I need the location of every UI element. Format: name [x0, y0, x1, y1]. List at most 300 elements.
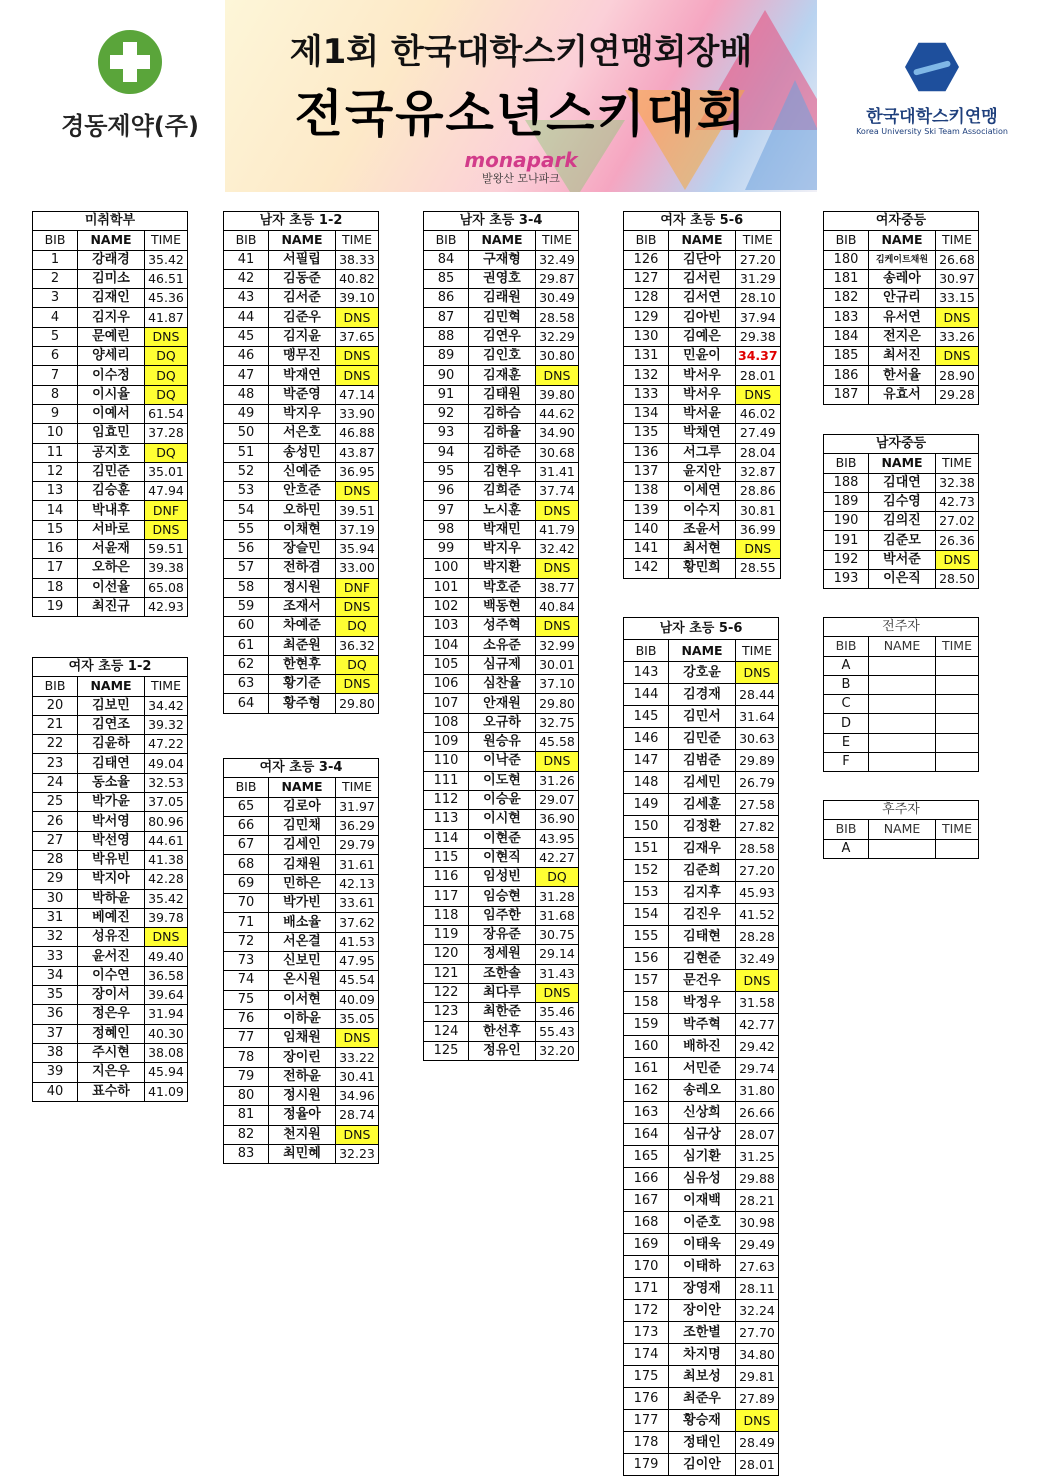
table-row	[424, 925, 579, 944]
bib-cell: 151	[624, 838, 669, 860]
results-table	[32, 657, 188, 1102]
time-cell: 33.61	[336, 894, 379, 913]
bib-cell: 69	[224, 874, 269, 893]
name-cell: 김대연	[869, 473, 936, 492]
time-cell: DQ	[145, 385, 188, 404]
bib-cell: 144	[624, 684, 669, 706]
time-cell: 28.01	[736, 1454, 779, 1476]
table-row	[424, 829, 579, 848]
table-row	[224, 1106, 379, 1125]
table-row	[424, 771, 579, 790]
table-row	[624, 728, 779, 750]
name-cell: 김재훈	[469, 366, 536, 385]
time-cell: 47.22	[145, 735, 188, 754]
table-row	[424, 790, 579, 809]
bib-cell: 3	[33, 289, 78, 308]
time-cell	[936, 733, 979, 752]
time-cell: 45.36	[145, 289, 188, 308]
table-row	[224, 269, 379, 288]
time-cell: 41.38	[145, 850, 188, 869]
table-row	[824, 366, 979, 385]
name-cell: 김연우	[469, 327, 536, 346]
bib-cell: 53	[224, 482, 269, 501]
table-row	[824, 492, 979, 511]
bib-cell: 166	[624, 1168, 669, 1190]
time-cell: 30.98	[736, 1212, 779, 1234]
table-row	[224, 675, 379, 694]
time-cell	[936, 714, 979, 733]
bib-cell: 15	[33, 520, 78, 539]
table-row	[224, 655, 379, 674]
column-header: NAME	[869, 231, 936, 250]
bib-cell: 36	[33, 1005, 78, 1024]
bib-cell: 116	[424, 868, 469, 887]
time-cell: 31.97	[336, 797, 379, 816]
table-row	[424, 1003, 579, 1022]
bib-cell: 28	[33, 850, 78, 869]
bib-cell: 4	[33, 308, 78, 327]
bib-cell: 193	[824, 570, 869, 589]
table-row	[424, 520, 579, 539]
name-cell: 장슬민	[269, 540, 336, 559]
bib-cell: 17	[33, 559, 78, 578]
event-banner	[225, 0, 817, 192]
table-row	[624, 1432, 779, 1454]
table-row	[424, 501, 579, 520]
name-cell: 최민혜	[269, 1144, 336, 1163]
bib-cell: 186	[824, 366, 869, 385]
name-cell: 김세인	[269, 836, 336, 855]
table-row	[33, 754, 188, 773]
name-cell: 김보민	[78, 696, 145, 715]
time-cell	[936, 753, 979, 772]
column-header: NAME	[869, 637, 936, 656]
name-cell: 강래경	[78, 250, 145, 269]
table-row	[33, 424, 188, 443]
time-cell: DQ	[536, 868, 579, 887]
name-cell: 김의진	[869, 512, 936, 531]
time-cell: 33.22	[336, 1048, 379, 1067]
table-row	[424, 945, 579, 964]
time-cell: 27.89	[736, 1388, 779, 1410]
table-row	[33, 831, 188, 850]
table-row	[624, 250, 781, 269]
table-row	[624, 501, 781, 520]
time-cell: 30.63	[736, 728, 779, 750]
time-cell: 32.42	[536, 540, 579, 559]
name-cell: 김민준	[78, 462, 145, 481]
table-title: 여자 초등 1-2	[33, 658, 188, 677]
time-cell: 31.43	[536, 964, 579, 983]
name-cell: 천지원	[269, 1125, 336, 1144]
table-row	[824, 753, 979, 772]
table-row	[624, 308, 781, 327]
column-header: NAME	[269, 778, 336, 797]
table-row	[224, 462, 379, 481]
table-row	[224, 540, 379, 559]
table-row	[624, 1410, 779, 1432]
table-row	[224, 308, 379, 327]
time-cell: DNS	[936, 308, 979, 327]
time-cell: 38.77	[536, 578, 579, 597]
time-cell: 29.14	[536, 945, 579, 964]
time-cell: DNS	[336, 1029, 379, 1048]
bib-cell: 88	[424, 327, 469, 346]
name-cell: 박서윤	[669, 404, 736, 423]
table-row	[33, 1024, 188, 1043]
association-name-english: Korea University Ski Team Association	[856, 127, 1008, 136]
table-row	[624, 1234, 779, 1256]
bib-cell: 94	[424, 443, 469, 462]
bib-cell: 77	[224, 1029, 269, 1048]
bib-cell: 56	[224, 540, 269, 559]
name-cell: 신예준	[269, 462, 336, 481]
name-cell: 한현후	[269, 655, 336, 674]
time-cell: 30.41	[336, 1067, 379, 1086]
bib-cell: 167	[624, 1190, 669, 1212]
time-cell: 29.80	[336, 694, 379, 713]
time-cell: 29.87	[536, 269, 579, 288]
table-row	[624, 1190, 779, 1212]
name-cell: 박채연	[669, 424, 736, 443]
time-cell	[936, 675, 979, 694]
name-cell: 유효서	[869, 385, 936, 404]
table-row	[224, 443, 379, 462]
bib-cell: 70	[224, 894, 269, 913]
time-cell: 31.41	[536, 462, 579, 481]
name-cell: 서바로	[78, 520, 145, 539]
name-cell: 임주한	[469, 906, 536, 925]
name-cell: 안흐준	[269, 482, 336, 501]
table-row	[33, 443, 188, 462]
name-cell: 민윤이	[669, 347, 736, 366]
table-title: 여자 초등 3-4	[224, 759, 379, 778]
bib-cell: 162	[624, 1080, 669, 1102]
time-cell: 28.49	[736, 1432, 779, 1454]
time-cell: 31.29	[736, 269, 781, 288]
name-cell: 오하민	[269, 501, 336, 520]
bib-cell: 97	[424, 501, 469, 520]
name-cell: 박서영	[78, 812, 145, 831]
table-row	[424, 540, 579, 559]
name-cell: 조재서	[269, 597, 336, 616]
time-cell: 37.28	[145, 424, 188, 443]
bib-cell: 34	[33, 966, 78, 985]
name-cell: 박하윤	[78, 889, 145, 908]
bib-cell: 51	[224, 443, 269, 462]
table-row	[224, 816, 379, 835]
bib-cell: 177	[624, 1410, 669, 1432]
time-cell: 28.04	[736, 443, 781, 462]
name-cell: 김범준	[669, 750, 736, 772]
bib-cell: A	[824, 656, 869, 675]
column-header: TIME	[536, 231, 579, 250]
time-cell: 32.38	[936, 473, 979, 492]
bib-cell: 149	[624, 794, 669, 816]
table-row	[424, 1022, 579, 1041]
table-title: 미취학부	[33, 212, 188, 231]
column-header: BIB	[424, 231, 469, 250]
table-row	[624, 520, 781, 539]
name-cell	[869, 753, 936, 772]
bib-cell: 140	[624, 520, 669, 539]
time-cell: 28.28	[736, 926, 779, 948]
time-cell: 28.21	[736, 1190, 779, 1212]
table-row	[33, 269, 188, 288]
name-cell: 김하율	[469, 424, 536, 443]
column-header: BIB	[824, 454, 869, 473]
time-cell: 30.49	[536, 289, 579, 308]
table-title: 남자 초등 5-6	[624, 618, 779, 640]
name-cell: 송성민	[269, 443, 336, 462]
column-header: TIME	[145, 677, 188, 696]
table-row	[224, 1009, 379, 1028]
bib-cell: 96	[424, 482, 469, 501]
time-cell: 28.86	[736, 482, 781, 501]
bib-cell: 98	[424, 520, 469, 539]
column-header: TIME	[936, 637, 979, 656]
results-table	[823, 211, 979, 405]
bib-cell: F	[824, 753, 869, 772]
bib-cell: 76	[224, 1009, 269, 1028]
time-cell: 33.26	[936, 327, 979, 346]
bib-cell: 64	[224, 694, 269, 713]
table-row	[624, 1300, 779, 1322]
association-name: 한국대학스키연맹	[866, 107, 998, 127]
time-cell: 40.82	[336, 269, 379, 288]
time-cell: 28.01	[736, 366, 781, 385]
bib-cell: 114	[424, 829, 469, 848]
time-cell: 27.82	[736, 816, 779, 838]
name-cell: 정세원	[469, 945, 536, 964]
time-cell: 28.58	[736, 838, 779, 860]
name-cell: 신상희	[669, 1102, 736, 1124]
bib-cell: 43	[224, 289, 269, 308]
bib-cell: 40	[33, 1082, 78, 1101]
name-cell: 박서우	[669, 385, 736, 404]
table-row	[224, 894, 379, 913]
name-cell: 소유준	[469, 636, 536, 655]
bib-cell: 120	[424, 945, 469, 964]
time-cell: 26.36	[936, 531, 979, 550]
table-row	[624, 684, 779, 706]
time-cell: 31.64	[736, 706, 779, 728]
time-cell	[936, 656, 979, 675]
table-row	[224, 520, 379, 539]
results-table	[823, 800, 979, 859]
bib-cell: 153	[624, 882, 669, 904]
name-cell: 김동준	[269, 269, 336, 288]
table-row	[424, 289, 579, 308]
bib-cell: 83	[224, 1144, 269, 1163]
table-row	[224, 347, 379, 366]
table-row	[624, 992, 779, 1014]
name-cell: 이현직	[469, 848, 536, 867]
column-header: NAME	[869, 454, 936, 473]
table-row	[624, 1322, 779, 1344]
time-cell: 59.51	[145, 540, 188, 559]
table-row	[224, 404, 379, 423]
table-title: 여자중등	[824, 212, 979, 231]
time-cell: 41.87	[145, 308, 188, 327]
bib-cell: 135	[624, 424, 669, 443]
bib-cell: 85	[424, 269, 469, 288]
table-row	[824, 531, 979, 550]
bib-cell: 169	[624, 1234, 669, 1256]
time-cell: 36.95	[336, 462, 379, 481]
name-cell: 박호준	[469, 578, 536, 597]
bib-cell: 27	[33, 831, 78, 850]
bib-cell: 10	[33, 424, 78, 443]
time-cell: 28.50	[936, 570, 979, 589]
name-cell: 주시현	[78, 1043, 145, 1062]
time-cell: 47.94	[145, 482, 188, 501]
time-cell: 31.28	[536, 887, 579, 906]
bib-cell: 182	[824, 289, 869, 308]
name-cell: 박서준	[869, 550, 936, 569]
column-header: BIB	[33, 677, 78, 696]
time-cell: 39.64	[145, 986, 188, 1005]
table-row	[424, 713, 579, 732]
bib-cell: 93	[424, 424, 469, 443]
table-row	[624, 482, 781, 501]
time-cell: 26.68	[936, 250, 979, 269]
time-cell: DNS	[536, 983, 579, 1002]
table-row	[33, 793, 188, 812]
time-cell: 49.40	[145, 947, 188, 966]
bib-cell: 60	[224, 617, 269, 636]
bib-cell: 75	[224, 990, 269, 1009]
name-cell: 박가빈	[269, 894, 336, 913]
bib-cell: 113	[424, 810, 469, 829]
bib-cell: 184	[824, 327, 869, 346]
green-cross-icon	[98, 30, 162, 94]
name-cell: 최준원	[269, 636, 336, 655]
results-table	[32, 211, 188, 617]
name-cell: 김래원	[469, 289, 536, 308]
table-row	[824, 512, 979, 531]
name-cell: 원승유	[469, 733, 536, 752]
bib-cell: 65	[224, 797, 269, 816]
column-header: NAME	[78, 231, 145, 250]
bib-cell: 139	[624, 501, 669, 520]
bib-cell: 117	[424, 887, 469, 906]
name-cell: 임채원	[269, 1029, 336, 1048]
table-row	[824, 347, 979, 366]
column-header: BIB	[224, 778, 269, 797]
table-row	[624, 424, 781, 443]
name-cell: 황승재	[669, 1410, 736, 1432]
bib-cell: 59	[224, 597, 269, 616]
name-cell: 이서현	[269, 990, 336, 1009]
table-row	[33, 947, 188, 966]
table-title: 전주자	[824, 618, 979, 637]
name-cell: 전하윤	[269, 1067, 336, 1086]
name-cell: 권영호	[469, 269, 536, 288]
name-cell: 이태하	[669, 1256, 736, 1278]
time-cell: 27.58	[736, 794, 779, 816]
table-row	[624, 882, 779, 904]
name-cell: 김민서	[669, 706, 736, 728]
bib-cell: 163	[624, 1102, 669, 1124]
time-cell: 39.78	[145, 908, 188, 927]
bib-cell: 183	[824, 308, 869, 327]
name-cell: 김세민	[669, 772, 736, 794]
time-cell: 31.94	[145, 1005, 188, 1024]
table-row	[624, 559, 781, 578]
table-row	[33, 250, 188, 269]
name-cell: 김진우	[669, 904, 736, 926]
name-cell: 김로아	[269, 797, 336, 816]
name-cell: 이낙준	[469, 752, 536, 771]
time-cell: 32.23	[336, 1144, 379, 1163]
table-row	[33, 928, 188, 947]
table-row	[624, 1212, 779, 1234]
name-cell: 심찬율	[469, 675, 536, 694]
table-row	[824, 714, 979, 733]
bib-cell: 146	[624, 728, 669, 750]
name-cell: 배소율	[269, 913, 336, 932]
table-row	[424, 597, 579, 616]
name-cell: 박지우	[469, 540, 536, 559]
name-cell: 심규상	[669, 1124, 736, 1146]
name-cell: 오하은	[78, 559, 145, 578]
table-row	[224, 424, 379, 443]
table-row	[624, 772, 779, 794]
name-cell: 안규리	[869, 289, 936, 308]
name-cell: 차지명	[669, 1344, 736, 1366]
column-header: BIB	[224, 231, 269, 250]
results-table	[623, 211, 781, 579]
name-cell: 김현우	[469, 462, 536, 481]
bib-cell: 178	[624, 1432, 669, 1454]
time-cell: 27.49	[736, 424, 781, 443]
association-logo	[832, 40, 1032, 150]
name-cell	[869, 733, 936, 752]
time-cell: 27.20	[736, 250, 781, 269]
time-cell: DNS	[336, 675, 379, 694]
bib-cell: 41	[224, 250, 269, 269]
time-cell: 31.26	[536, 771, 579, 790]
bib-cell: 54	[224, 501, 269, 520]
table-row	[624, 269, 781, 288]
name-cell: 이현준	[469, 829, 536, 848]
table-row	[33, 966, 188, 985]
bib-cell: 66	[224, 816, 269, 835]
table-row	[224, 1087, 379, 1106]
name-cell: 정시원	[269, 578, 336, 597]
bib-cell: 189	[824, 492, 869, 511]
name-cell: 최다루	[469, 983, 536, 1002]
name-cell	[869, 714, 936, 733]
table-row	[424, 694, 579, 713]
bib-cell: 42	[224, 269, 269, 288]
bib-cell: 87	[424, 308, 469, 327]
time-cell: 33.15	[936, 289, 979, 308]
time-cell: 27.02	[936, 512, 979, 531]
name-cell: 황민희	[669, 559, 736, 578]
time-cell: 29.79	[336, 836, 379, 855]
table-row	[224, 385, 379, 404]
bib-cell: 6	[33, 347, 78, 366]
name-cell: 박유빈	[78, 850, 145, 869]
time-cell: 80.96	[145, 812, 188, 831]
bib-cell: 148	[624, 772, 669, 794]
time-cell: 28.07	[736, 1124, 779, 1146]
table-row	[224, 617, 379, 636]
time-cell: 26.66	[736, 1102, 779, 1124]
name-cell: 배하진	[669, 1036, 736, 1058]
